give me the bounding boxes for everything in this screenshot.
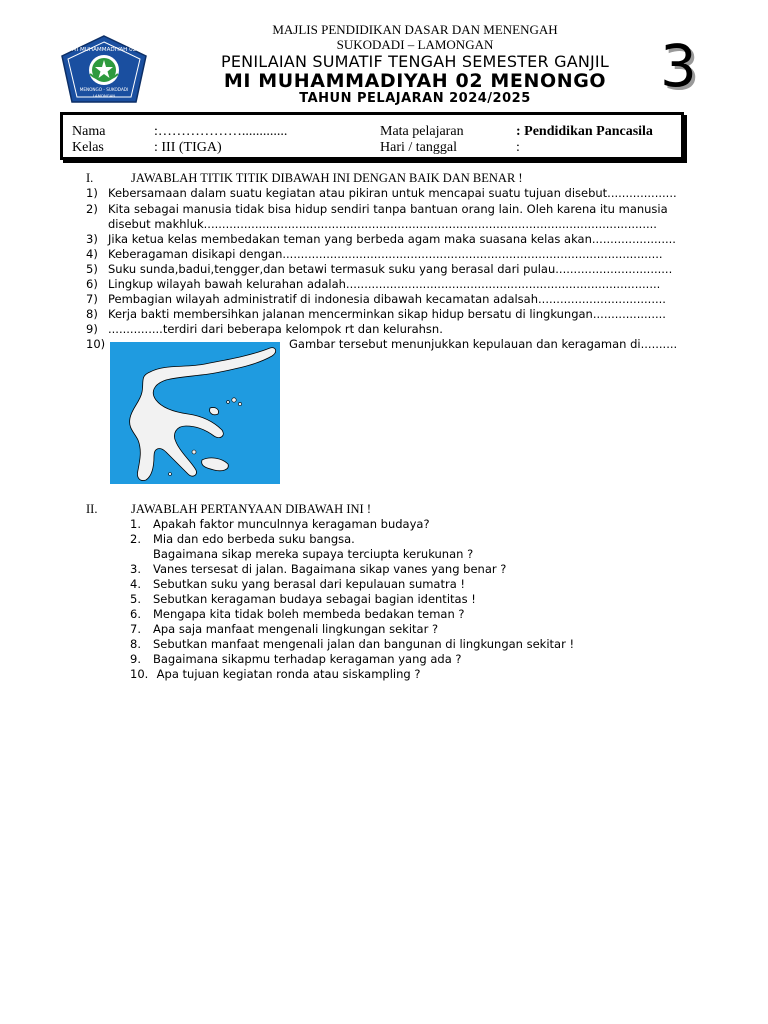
s1-item-text: Kebersamaan dalam suatu kegiatan atau pikiran untuk mencapai suatu tujuan disebut...................: [108, 186, 677, 200]
s1-item-text: Jika ketua kelas membedakan teman yang berbeda agam maka suasana kelas akan.......................: [108, 232, 676, 246]
logo-top-text: MI MUHAMMADIYAH 02: [71, 47, 137, 53]
s2-item-number: 3.: [130, 562, 141, 576]
header-exam-title: PENILAIAN SUMATIF TENGAH SEMESTER GANJIL: [221, 52, 609, 71]
nama-value[interactable]: :……………….............: [154, 124, 288, 139]
s2-item-text: Apa saja manfaat mengenali lingkungan sekitar ?: [153, 622, 439, 636]
kelas-label: Kelas: [72, 140, 104, 155]
header-school-name: MI MUHAMMADIYAH 02 MENONGO: [223, 70, 607, 92]
s1-item-text: Pembagian wilayah administratif di indonesia dibawah kecamatan adalsah...................................: [108, 292, 666, 306]
s2-item-number: 9.: [130, 652, 141, 666]
s2-item-number: 5.: [130, 592, 141, 606]
s1-item-number: 8): [86, 307, 98, 321]
s1-item-number: 1): [86, 186, 98, 200]
s2-item-number: 4.: [130, 577, 141, 591]
s2-item-number: 7.: [130, 622, 141, 636]
s2-item-text: Sebutkan suku yang berasal dari kepulauan sumatra !: [153, 577, 466, 591]
s1-item-number: 4): [86, 247, 98, 261]
s1-item-number: 9): [86, 322, 98, 336]
student-identity-box: [60, 112, 684, 160]
s1-item-number: 5): [86, 262, 98, 276]
mapel-value: : Pendidikan Pancasila: [516, 124, 653, 139]
s2-item-number: 1.: [130, 517, 141, 531]
hari-label: Hari / tanggal: [380, 140, 457, 155]
s1-item-number: 2): [86, 202, 98, 216]
s1-item-number: 3): [86, 232, 98, 246]
nama-label: Nama: [72, 124, 106, 139]
section1-number: I.: [86, 171, 94, 185]
hari-value[interactable]: :: [516, 140, 520, 155]
s2-item-number: 10.: [130, 667, 149, 681]
sulawesi-map-icon: [110, 342, 280, 484]
header-school-year: TAHUN PELAJARAN 2024/2025: [299, 91, 531, 106]
s2-item-number: 8.: [130, 637, 141, 651]
s1-item-text-cont: disebut makhluk............................................................................................................................: [108, 217, 657, 231]
s2-item-text: Sebutkan keragaman budaya sebagai bagian identitas !: [153, 592, 476, 606]
s1-item-text: Keberagaman disikapi dengan........................................................................................................: [108, 247, 663, 261]
s2-item-number: 6.: [130, 607, 141, 621]
header-organization: MAJLIS PENDIDIKAN DASAR DAN MENENGAH: [272, 22, 558, 37]
s1-item-text: Kerja bakti membersihkan jalanan mencerminkan sikap hidup bersatu di lingkungan....................: [108, 307, 666, 321]
s2-item-text: Bagaimana sikapmu terhadap keragaman yang ada ?: [153, 652, 462, 666]
s1-item-text: Lingkup wilayah bawah kelurahan adalah......................................................................................: [108, 277, 661, 291]
kelas-value: : III (TIGA): [154, 140, 222, 155]
s1-item-number: 7): [86, 292, 98, 306]
school-logo-icon: [60, 34, 148, 104]
s1-item-number: 10): [86, 337, 106, 351]
section2-title: JAWABLAH PERTANYAAN DIBAWAH INI !: [131, 502, 371, 516]
s1-item-number: 6): [86, 277, 98, 291]
grade-badge: 3: [660, 32, 697, 100]
logo-bottom-text: MENONGO - SUKODADI: [79, 87, 129, 92]
s2-item-text: Mia dan edo berbeda suku bangsa.: [153, 532, 355, 546]
s2-item-text: Apa tujuan kegiatan ronda atau siskampling ?: [153, 667, 421, 681]
header-location: SUKODADI – LAMONGAN: [336, 37, 494, 52]
s2-item-text: Sebutkan manfaat mengenali jalan dan bangunan di lingkungan sekitar !: [153, 637, 575, 651]
s2-item-number: 2.: [130, 532, 141, 546]
s2-item-text-cont: Bagaimana sikap mereka supaya terciupta kerukunan ?: [153, 547, 474, 561]
section1-title: JAWABLAH TITIK TITIK DIBAWAH INI DENGAN BAIK DAN BENAR !: [131, 171, 523, 185]
s2-item-text: Apakah faktor munculnnya keragaman budaya?: [153, 517, 430, 531]
section2-number: II.: [86, 502, 98, 516]
logo-bottom-text-2: LAMONGAN: [92, 93, 116, 98]
s1-item-text: Kita sebagai manusia tidak bisa hidup sendiri tanpa bantuan orang lain. Oleh karena itu manusia: [108, 202, 668, 216]
mapel-label: Mata pelajaran: [380, 124, 464, 139]
s2-item-text: Mengapa kita tidak boleh membeda bedakan teman ?: [153, 607, 465, 621]
s1-item-text: Suku sunda,badui,tengger,dan betawi termasuk suku yang berasal dari pulau................................: [108, 262, 673, 276]
s1-item-text: Gambar tersebut menunjukkan kepulauan dan keragaman di..........: [289, 337, 678, 351]
s2-item-text: Vanes tersesat di jalan. Bagaimana sikap vanes yang benar ?: [153, 562, 507, 576]
s1-item-text: ...............terdiri dari beberapa kelompok rt dan kelurahsn.: [108, 322, 443, 336]
